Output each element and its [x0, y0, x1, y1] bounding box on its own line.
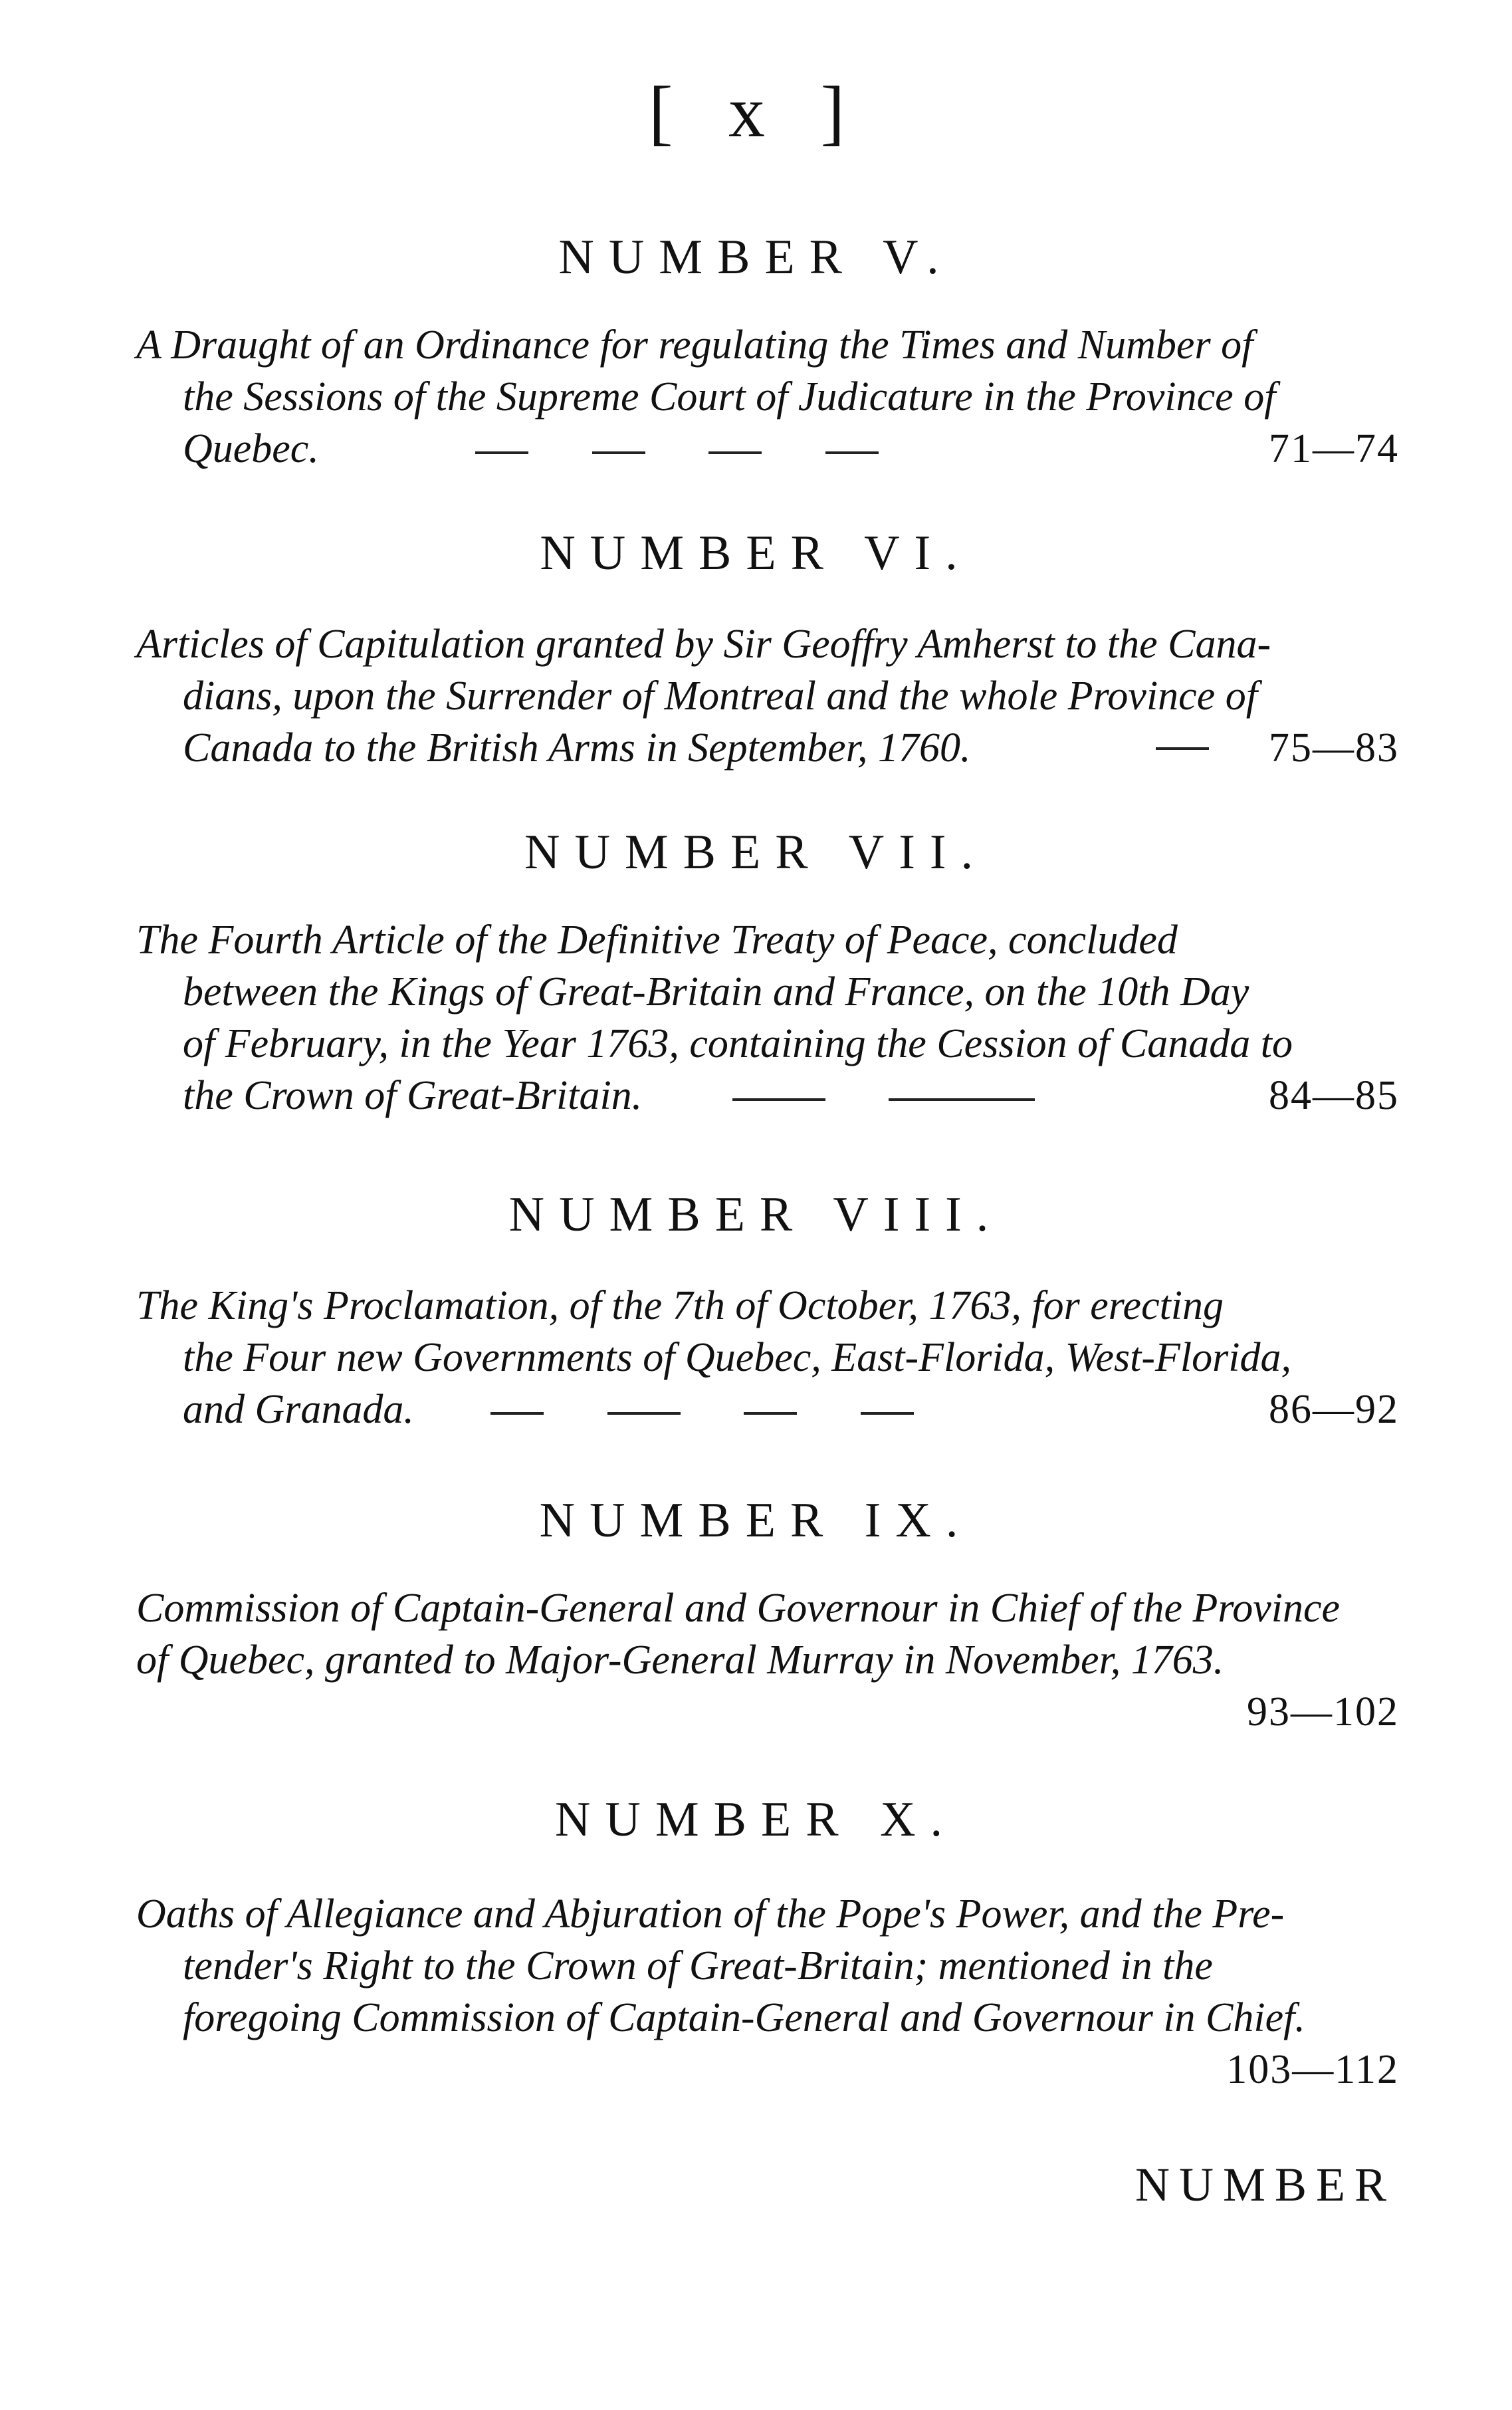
entry-line [136, 1384, 1399, 1435]
dash-leader [889, 1098, 1035, 1101]
entry-line [136, 1070, 1399, 1122]
entry-line: dians, upon the Surrender of Montreal and the whole Province of [183, 673, 1257, 719]
entry-line-text: the Crown of Great-Britain. [183, 1073, 643, 1118]
entry-line-text: Quebec. [183, 426, 319, 471]
contents-entry-5 [136, 319, 1399, 475]
entry-line: The Fourth Article of the Definitive Treaty of Peace, concluded [136, 917, 1178, 963]
dash-leader [861, 1412, 914, 1415]
page-range: 71—74 [1269, 426, 1399, 471]
entry-line: Commission of Captain-General and Governour in Chief of the Province [136, 1586, 1341, 1631]
entry-line: The King's Proclamation, of the 7th of October, 1763, for erecting [136, 1283, 1224, 1328]
entry-line: of Quebec, granted to Major-General Murray in November, 1763. [136, 1637, 1224, 1683]
page-range: 86—92 [1269, 1387, 1399, 1432]
section-heading-7: NUMBER VII. [524, 825, 988, 880]
entry-line: foregoing Commission of Captain-General and Governour in Chief. [183, 1995, 1305, 2040]
dash-leader [1156, 747, 1209, 750]
dash-leader [490, 1412, 544, 1415]
dash-leader [732, 1098, 825, 1101]
dash-leader [607, 1412, 681, 1415]
section-heading-5: NUMBER V. [558, 230, 954, 285]
entry-line: the Four new Governments of Quebec, East-Florida, West-Florida, [183, 1335, 1292, 1380]
entry-line: between the Kings of Great-Britain and France, on the 10th Day [183, 969, 1249, 1015]
dash-leader [744, 1412, 797, 1415]
contents-entry-6 [136, 618, 1399, 774]
section-heading-10: NUMBER X. [554, 1792, 958, 1847]
dash-leader [475, 451, 528, 454]
contents-entry-7 [136, 914, 1399, 1122]
section-heading-9: NUMBER IX. [539, 1493, 973, 1548]
entry-line-text: Canada to the British Arms in September, 1760. [183, 725, 971, 771]
catchword: NUMBER [1134, 2158, 1396, 2211]
entry-line-text: and Granada. [183, 1387, 414, 1432]
dash-leader [592, 451, 645, 454]
page-range: 93—102 [1247, 1689, 1399, 1735]
entry-line: A Draught of an Ordinance for regulating the Times and Number of [136, 322, 1253, 368]
page-range: 103—112 [1226, 2047, 1399, 2092]
entry-line: of February, in the Year 1763, containing the Cession of Canada to [183, 1021, 1293, 1066]
folio-page-number: [ x ] [648, 71, 864, 152]
entry-line: Articles of Capitulation granted by Sir Geoffry Amherst to the Cana- [136, 622, 1271, 667]
contents-entry-8 [136, 1280, 1399, 1435]
section-heading-6: NUMBER VI. [540, 526, 972, 580]
entry-line: Oaths of Allegiance and Abjuration of the Pope's Power, and the Pre- [136, 1891, 1285, 1937]
section-heading-8: NUMBER VIII. [508, 1187, 1004, 1242]
page-range: 84—85 [1269, 1073, 1399, 1118]
entry-line [136, 423, 1399, 475]
entry-line: the Sessions of the Supreme Court of Judicature in the Province of [183, 374, 1276, 420]
contents-entry-10 [136, 1888, 1399, 2096]
entry-line [136, 722, 1399, 774]
dash-leader [708, 451, 762, 454]
page-range: 75—83 [1269, 725, 1399, 771]
entry-line: tender's Right to the Crown of Great-Britain; mentioned in the [183, 1943, 1213, 1988]
dash-leader [825, 451, 879, 454]
contents-entry-9 [136, 1582, 1399, 1738]
